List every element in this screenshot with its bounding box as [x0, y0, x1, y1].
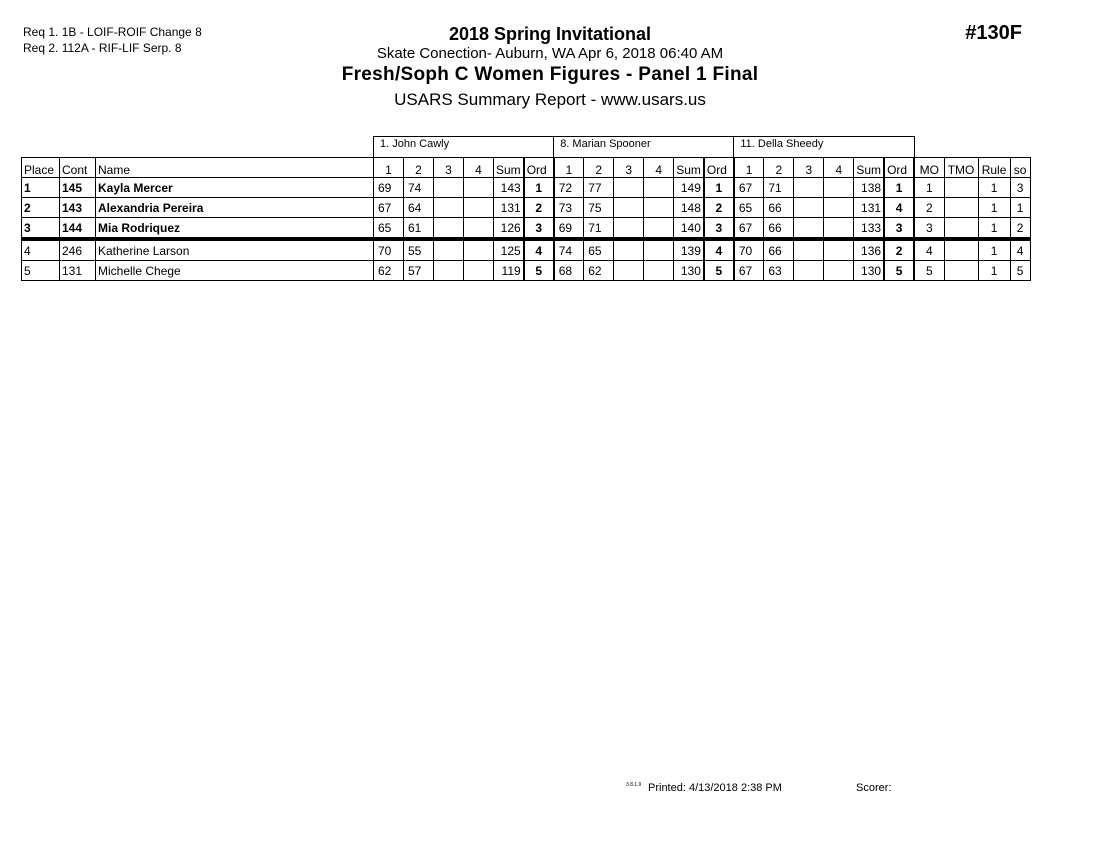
judge-2-ordinal: 1	[704, 178, 734, 198]
col-j1-ord: Ord	[524, 158, 554, 178]
event-number: #130F	[965, 22, 1022, 44]
judge-3-ordinal: 2	[884, 239, 914, 261]
col-j2-s4: 4	[644, 158, 674, 178]
rule-cell: 1	[978, 261, 1010, 281]
skater-name-cell: Michelle Chege	[96, 261, 374, 281]
table-row	[22, 178, 1031, 198]
judge-3-score-2: 66	[764, 239, 794, 261]
judge-2-score-3	[614, 261, 644, 281]
judge-2-score-2: 65	[584, 239, 614, 261]
contestant-number-cell: 143	[60, 198, 96, 218]
col-j3-s4: 4	[824, 158, 854, 178]
judge-1-sum: 131	[494, 198, 524, 218]
col-cont: Cont	[60, 158, 96, 178]
judge-3-score-2: 66	[764, 218, 794, 240]
so-cell: 2	[1010, 218, 1030, 240]
judge-1-score-1: 70	[374, 239, 404, 261]
contestant-number-cell: 246	[60, 239, 96, 261]
judge-2-score-4	[644, 178, 674, 198]
judge-3-score-4	[824, 178, 854, 198]
judge-3-score-3	[794, 178, 824, 198]
col-j3-s3: 3	[794, 158, 824, 178]
judge-2-sum: 130	[674, 261, 704, 281]
judge-2-score-1: 74	[554, 239, 584, 261]
skater-name-cell: Mia Rodriquez	[96, 218, 374, 240]
mo-cell: 3	[914, 218, 944, 240]
judge-1-score-2: 61	[404, 218, 434, 240]
judge-1-score-3	[434, 198, 464, 218]
place-cell: 4	[22, 239, 60, 261]
judge-3-score-1: 67	[734, 218, 764, 240]
judge-2-score-2: 75	[584, 198, 614, 218]
col-j1-s2: 2	[404, 158, 434, 178]
judge-1-score-3	[434, 178, 464, 198]
place-cell: 1	[22, 178, 60, 198]
judge-2-score-4	[644, 239, 674, 261]
judge-3-ordinal: 4	[884, 198, 914, 218]
judge-1-ordinal: 5	[524, 261, 554, 281]
judge-2-sum: 140	[674, 218, 704, 240]
judge-1-score-4	[464, 261, 494, 281]
judge-2-ordinal: 3	[704, 218, 734, 240]
judge-2-ordinal: 2	[704, 198, 734, 218]
judge-2-score-1: 72	[554, 178, 584, 198]
judge-3-score-1: 70	[734, 239, 764, 261]
judge-1-score-2: 74	[404, 178, 434, 198]
judge-2-name: 8. Marian Spooner	[554, 137, 734, 158]
requirement-2: Req 2. 112A - RIF-LIF Serp. 8	[23, 41, 182, 55]
contestant-number-cell: 144	[60, 218, 96, 240]
tmo-cell	[944, 218, 978, 240]
col-so: so	[1010, 158, 1030, 178]
so-cell: 4	[1010, 239, 1030, 261]
judge-3-ordinal: 5	[884, 261, 914, 281]
col-j2-s2: 2	[584, 158, 614, 178]
judge-3-score-4	[824, 261, 854, 281]
scorer-label: Scorer:	[856, 782, 892, 794]
judge-3-score-2: 63	[764, 261, 794, 281]
judge-2-score-3	[614, 178, 644, 198]
judge-1-sum: 119	[494, 261, 524, 281]
judge-1-score-1: 69	[374, 178, 404, 198]
judge-1-score-2: 55	[404, 239, 434, 261]
judge-1-ordinal: 4	[524, 239, 554, 261]
mo-cell: 2	[914, 198, 944, 218]
col-j2-s3: 3	[614, 158, 644, 178]
judge-1-score-3	[434, 218, 464, 240]
col-j3-sum: Sum	[854, 158, 884, 178]
col-j2-s1: 1	[554, 158, 584, 178]
column-header-row	[22, 158, 1031, 178]
col-j1-s1: 1	[374, 158, 404, 178]
tmo-cell	[944, 178, 978, 198]
judge-2-score-3	[614, 239, 644, 261]
judge-1-score-2: 64	[404, 198, 434, 218]
place-cell: 2	[22, 198, 60, 218]
judge-3-score-1: 67	[734, 261, 764, 281]
judge-1-sum: 126	[494, 218, 524, 240]
judges-row	[22, 137, 1031, 158]
division-title: Fresh/Soph C Women Figures - Panel 1 Final	[341, 64, 759, 85]
results-table	[21, 136, 1031, 281]
judge-2-score-3	[614, 218, 644, 240]
judge-3-ordinal: 1	[884, 178, 914, 198]
tmo-cell	[944, 261, 978, 281]
judge-2-sum: 139	[674, 239, 704, 261]
judge-3-sum: 136	[854, 239, 884, 261]
col-j1-s3: 3	[434, 158, 464, 178]
judge-3-score-1: 67	[734, 178, 764, 198]
judge-3-ordinal: 3	[884, 218, 914, 240]
judge-1-ordinal: 1	[524, 178, 554, 198]
table-row	[22, 261, 1031, 281]
so-cell: 1	[1010, 198, 1030, 218]
table-row	[22, 198, 1031, 218]
event-location: Skate Conection- Auburn, WA Apr 6, 2018 06:40 AM	[376, 45, 724, 62]
so-cell: 3	[1010, 178, 1030, 198]
judge-1-score-3	[434, 239, 464, 261]
skater-name-cell: Kayla Mercer	[96, 178, 374, 198]
rule-cell: 1	[978, 198, 1010, 218]
place-cell: 3	[22, 218, 60, 240]
judge-3-sum: 133	[854, 218, 884, 240]
judge-1-score-4	[464, 198, 494, 218]
col-j1-sum: Sum	[494, 158, 524, 178]
judge-1-score-4	[464, 178, 494, 198]
col-name: Name	[96, 158, 374, 178]
mo-cell: 4	[914, 239, 944, 261]
judge-2-sum: 148	[674, 198, 704, 218]
col-mo: MO	[914, 158, 944, 178]
printed-timestamp: Printed: 4/13/2018 2:38 PM	[648, 782, 782, 794]
col-j3-ord: Ord	[884, 158, 914, 178]
judge-3-score-4	[824, 218, 854, 240]
contestant-number-cell: 131	[60, 261, 96, 281]
col-rule: Rule	[978, 158, 1010, 178]
col-j3-s2: 2	[764, 158, 794, 178]
mo-cell: 5	[914, 261, 944, 281]
col-j2-sum: Sum	[674, 158, 704, 178]
report-title: USARS Summary Report - www.usars.us	[394, 90, 706, 109]
judge-1-sum: 125	[494, 239, 524, 261]
judge-1-ordinal: 3	[524, 218, 554, 240]
judge-2-score-2: 62	[584, 261, 614, 281]
judge-3-score-2: 66	[764, 198, 794, 218]
judge-1-score-1: 67	[374, 198, 404, 218]
judge-2-score-2: 77	[584, 178, 614, 198]
judge-2-sum: 149	[674, 178, 704, 198]
event-title: 2018 Spring Invitational	[448, 24, 652, 44]
judge-3-score-1: 65	[734, 198, 764, 218]
requirement-1: Req 1. 1B - LOIF-ROIF Change 8	[23, 25, 202, 39]
judge-2-score-3	[614, 198, 644, 218]
judge-3-score-4	[824, 198, 854, 218]
judge-3-score-4	[824, 239, 854, 261]
table-row	[22, 239, 1031, 261]
col-place: Place	[22, 158, 60, 178]
judge-2-score-4	[644, 198, 674, 218]
judge-1-score-1: 62	[374, 261, 404, 281]
judge-3-score-3	[794, 218, 824, 240]
judge-1-score-4	[464, 218, 494, 240]
skater-name-cell: Alexandria Pereira	[96, 198, 374, 218]
so-cell: 5	[1010, 261, 1030, 281]
judge-3-score-3	[794, 198, 824, 218]
skater-name-cell: Katherine Larson	[96, 239, 374, 261]
judge-1-ordinal: 2	[524, 198, 554, 218]
judge-2-score-1: 68	[554, 261, 584, 281]
rule-cell: 1	[978, 239, 1010, 261]
contestant-number-cell: 145	[60, 178, 96, 198]
judge-1-score-4	[464, 239, 494, 261]
table-row	[22, 218, 1031, 240]
col-j1-s4: 4	[464, 158, 494, 178]
judge-1-score-2: 57	[404, 261, 434, 281]
judge-2-ordinal: 4	[704, 239, 734, 261]
judge-3-score-3	[794, 261, 824, 281]
judge-3-name: 11. Della Sheedy	[734, 137, 914, 158]
rule-cell: 1	[978, 218, 1010, 240]
judge-3-sum: 131	[854, 198, 884, 218]
judge-1-score-1: 65	[374, 218, 404, 240]
col-j3-s1: 1	[734, 158, 764, 178]
judge-3-score-2: 71	[764, 178, 794, 198]
place-cell: 5	[22, 261, 60, 281]
mo-cell: 1	[914, 178, 944, 198]
judge-2-score-4	[644, 218, 674, 240]
judge-3-score-3	[794, 239, 824, 261]
judge-3-sum: 130	[854, 261, 884, 281]
judge-2-score-2: 71	[584, 218, 614, 240]
judge-2-score-1: 73	[554, 198, 584, 218]
tmo-cell	[944, 198, 978, 218]
judge-3-sum: 138	[854, 178, 884, 198]
judge-2-score-1: 69	[554, 218, 584, 240]
col-tmo: TMO	[944, 158, 978, 178]
rule-cell: 1	[978, 178, 1010, 198]
tmo-cell	[944, 239, 978, 261]
judge-1-score-3	[434, 261, 464, 281]
judge-1-sum: 143	[494, 178, 524, 198]
judge-1-name: 1. John Cawly	[374, 137, 554, 158]
judge-2-score-4	[644, 261, 674, 281]
judge-2-ordinal: 5	[704, 261, 734, 281]
version-number: 3.8.1.9	[626, 782, 642, 788]
col-j2-ord: Ord	[704, 158, 734, 178]
